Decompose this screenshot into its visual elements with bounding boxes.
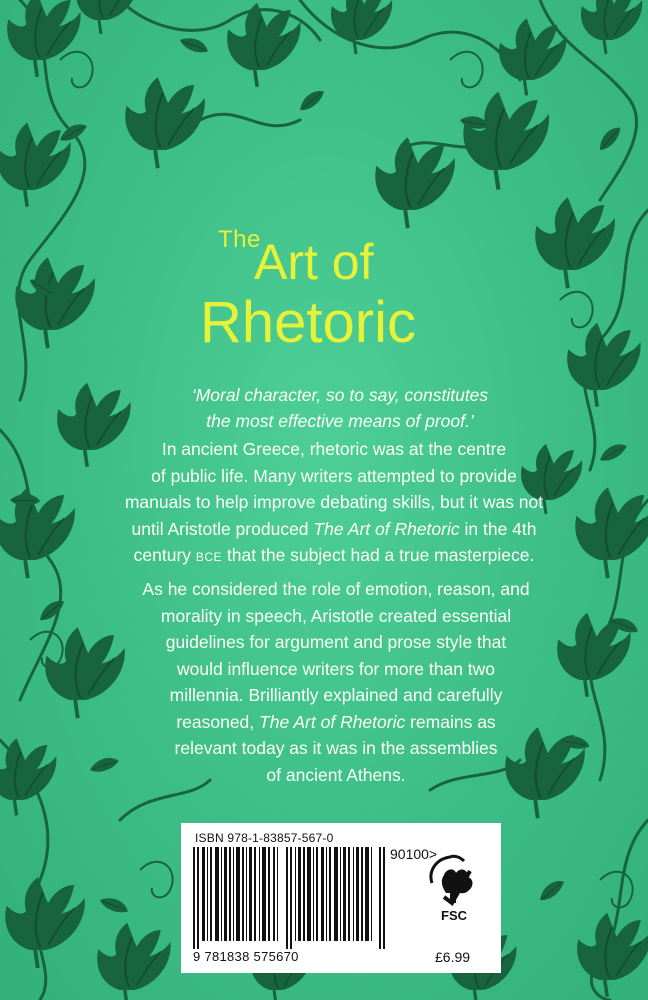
fsc-label: FSC xyxy=(441,908,467,923)
blurb-paragraph-2 xyxy=(88,576,584,788)
fsc-tree-check-icon xyxy=(424,853,482,907)
blurb-line xyxy=(88,709,584,736)
book-title-italic: The Art of Rhetoric xyxy=(259,711,406,732)
blurb-line: of public life. Many writers attempted to provide xyxy=(151,465,517,486)
blurb-line: In ancient Greece, rhetoric was at the centre xyxy=(161,439,507,459)
price-label: £6.99 xyxy=(435,949,471,965)
blurb-line: would influence writers for more than two xyxy=(176,658,496,679)
era-abbreviation: BCE xyxy=(195,550,223,564)
quote-line: the most effective means of proof.’ xyxy=(206,411,474,431)
title-rhetoric: Rhetoric xyxy=(200,290,416,355)
price-addon-code: 90100> xyxy=(390,846,438,862)
blurb-line xyxy=(84,542,584,571)
blurb-text: in the 4th xyxy=(459,518,537,539)
blurb-line: millennia. Brilliantly explained and carefully xyxy=(169,685,503,705)
blurb-text: remains as xyxy=(405,711,496,732)
blurb-line xyxy=(84,516,584,543)
blurb-line: As he considered the role of emotion, reason, and xyxy=(142,579,530,599)
title-the: The xyxy=(218,226,261,253)
blurb-line: of ancient Athens. xyxy=(266,764,406,785)
blurb-text: reasoned, xyxy=(176,711,260,732)
barcode-icon xyxy=(193,847,387,949)
quote-line: ‘Moral character, so to say, constitutes xyxy=(191,385,489,405)
blurb-text: century xyxy=(133,545,196,565)
blurb-line: morality in speech, Aristotle created essential xyxy=(160,605,512,626)
blurb-line: guidelines for argument and prose style that xyxy=(165,632,507,652)
blurb-text: that the subject had a true masterpiece. xyxy=(222,545,535,565)
book-title-italic: The Art of Rhetoric xyxy=(313,518,460,539)
ean-digits: 9 781838 575670 xyxy=(193,949,299,964)
barcode-panel xyxy=(181,823,501,973)
pull-quote xyxy=(150,382,530,434)
isbn-text: ISBN 978-1-83857-567-0 xyxy=(195,831,334,845)
blurb-text: until Aristotle produced xyxy=(131,518,314,539)
blurb-paragraph-1 xyxy=(84,436,584,571)
blurb-line: relevant today as it was in the assemblies xyxy=(174,738,498,758)
title-art-of: Art of xyxy=(254,234,374,290)
blurb-line: manuals to help improve debating skills, but it was not xyxy=(124,492,544,512)
